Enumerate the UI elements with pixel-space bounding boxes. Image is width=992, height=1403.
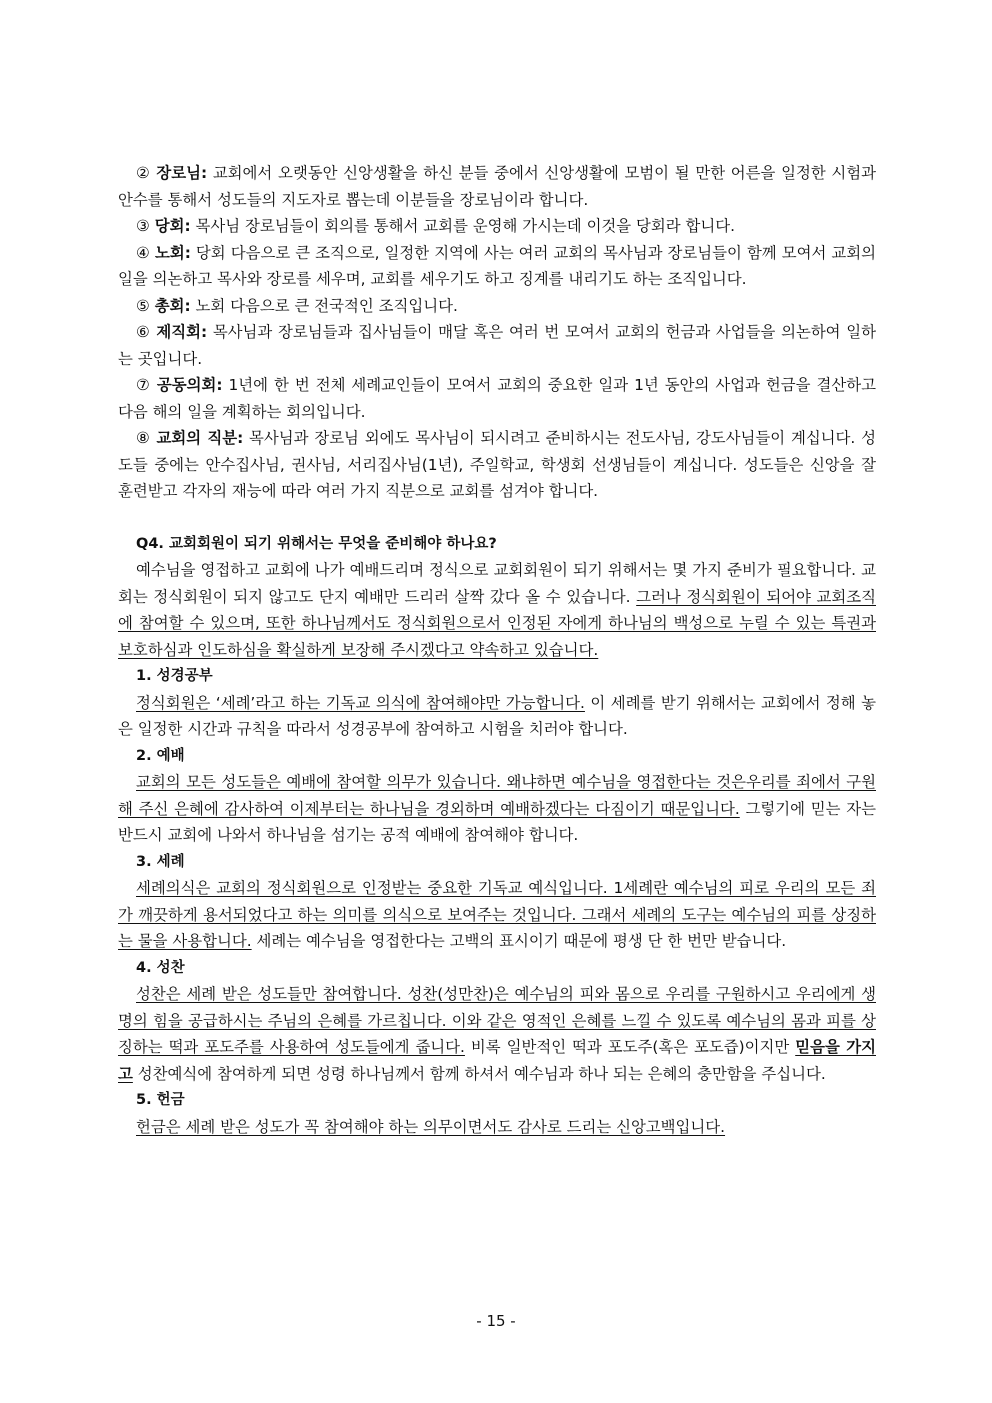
subheading-baptism: 3. 세례	[136, 853, 185, 870]
section-spacer	[118, 505, 876, 531]
question-intro	[118, 557, 876, 663]
item-number: ②	[136, 164, 151, 182]
page-number: - 15 -	[476, 1312, 516, 1330]
paragraph-general-assembly	[118, 293, 876, 320]
paragraph-church-offices	[118, 425, 876, 505]
plain-text: 이 세례를 받기 위해서는 교회에서 정해 놓은 일정한 시간과 규칙을 따라서 성경공부에 참여하고 시험을 치러야 합니다.	[118, 693, 876, 738]
term-body: 교회에서 오랫동안 신앙생활을 하신 분들 중에서 신앙생활에 모범이 될 만한 어른을 일정한 시험과 안수를 통해서 성도들의 지도자로 뽑는데 이분들을 장로님이라 합니다.	[118, 164, 876, 209]
paragraph-session	[118, 213, 876, 240]
term-body: 목사님과 장로님들과 집사님들이 매달 혹은 여러 번 모여서 교회의 헌금과 사업들을 의논하여 일하는 곳입니다.	[118, 323, 876, 368]
underlined-text: 성찬은 세례 받은 성도들만 참여합니다. 성찬(성만찬)은 예수님의 피와 몸으로 우리를 구원하시고 우리에게 생명의 힘을 공급하시는 주님의 은혜를 가르칩니다. 이와 같은 영적인 은혜를 느낄 수 있도록 예수님의 몸과 피를 상징하는 떡과 포도주를 사용하여 성도들에게 줍니다.	[118, 985, 876, 1056]
paragraph-worship	[118, 769, 876, 849]
paragraph-communion	[118, 981, 876, 1087]
paragraph-officers-meeting	[118, 319, 876, 372]
term-label: 당회:	[154, 217, 191, 235]
subheading-bible-study: 1. 성경공부	[136, 668, 213, 684]
plain-text: 세례는 예수님을 영접한다는 고백의 표시이기 때문에 평생 단 한 번만 받습니다.	[251, 932, 787, 950]
plain-text: 그렇기에 믿는 자는 반드시 교회에 나와서 하나님을 섬기는 공적 예배에 참여해야 합니다.	[118, 799, 876, 844]
paragraph-presbytery	[118, 240, 876, 293]
item-number: ③	[136, 217, 150, 235]
item-number: ④	[136, 243, 150, 262]
question-heading: Q4. 교회회원이 되기 위해서는 무엇을 준비해야 하나요?	[136, 535, 497, 552]
paragraph-offering	[118, 1114, 876, 1141]
paragraph-baptism	[118, 875, 876, 955]
term-label: 공동의회:	[156, 376, 223, 394]
term-label: 총회:	[154, 296, 191, 315]
item-number: ⑦	[136, 376, 151, 394]
subheading-worship: 2. 예배	[136, 747, 185, 764]
subheading-offering: 5. 헌금	[136, 1092, 185, 1108]
term-label: 노회:	[155, 243, 191, 262]
bold-underlined-text: 믿음을 가지고	[118, 1038, 876, 1083]
term-label: 교회의 직분:	[156, 429, 244, 447]
term-body: 목사님과 장로님 외에도 목사님이 되시려고 준비하시는 전도사님, 강도사님들이 계십니다. 성도들 중에는 안수집사님, 권사님, 서리집사님(1년), 주일학교, 학생회 선생님들이 계십니다. 성도들은 신앙을 잘 훈련받고 각자의 재능에 따라 여러 가지 직분으로 교회를 섬겨야 합니다.	[118, 429, 876, 500]
item-number: ⑥	[136, 323, 151, 341]
item-number: ⑤	[136, 296, 150, 315]
underlined-text: 세례의식은 교회의 정식회원으로 인정받는 중요한 기독교 예식입니다. 1세례란 예수님의 피로 우리의 모든 죄가 깨끗하게 용서되었다고 하는 의미를 의식으로 보여주는 것입니다. 그래서 세례의 도구는 예수님의 피를 상징하는 물을 사용합니다.	[118, 879, 876, 950]
underlined-text: 헌금은 세례 받은 성도가 꼭 참여해야 하는 의무이면서도 감사로 드리는 신앙고백입니다.	[136, 1117, 726, 1136]
term-body: 1년에 한 번 전체 세례교인들이 모여서 교회의 중요한 일과 1년 동안의 사업과 헌금을 결산하고 다음 해의 일을 계획하는 회의입니다.	[118, 376, 876, 421]
underlined-text: 교회의 모든 성도들은 예배에 참여할 의무가 있습니다. 왜냐하면 예수님을 영접한다는 것은우리를 죄에서 구원해 주신 은혜에 감사하여 이제부터는 하나님을 경외하며 예배하겠다는 다짐이기 때문입니다.	[118, 773, 876, 818]
item-number: ⑧	[136, 429, 151, 447]
term-body: 당회 다음으로 큰 조직으로, 일정한 지역에 사는 여러 교회의 목사님과 장로님들이 함께 모여서 교회의 일을 의논하고 목사와 장로를 세우며, 교회를 세우기도 하고 징계를 내리기도 하는 조직입니다.	[118, 243, 876, 288]
underlined-text: 정식회원은 ‘세례’라고 하는 기독교 의식에 참여해야만 가능합니다.	[136, 693, 585, 712]
term-label: 장로님:	[156, 164, 208, 182]
paragraph-congregational-meeting	[118, 372, 876, 425]
intro-underlined-text: 그러나 정식회원이 되어야 교회조직에 참여할 수 있으며, 또한 하나님께서도 정식회원으로서 인정된 자에게 하나님의 백성으로 누릴 수 있는 특권과 보호하심과 인도하심을 확실하게 보장해 주시겠다고 약속하고 있습니다.	[118, 587, 876, 659]
term-body: 노회 다음으로 큰 전국적인 조직입니다.	[190, 296, 458, 315]
document-body	[118, 160, 876, 1140]
plain-text: 성찬예식에 참여하게 되면 성령 하나님께서 함께 하셔서 예수님과 하나 되는 은혜의 충만함을 주십니다.	[132, 1064, 826, 1083]
term-body: 목사님 장로님들이 회의를 통해서 교회를 운영해 가시는데 이것을 당회라 합니다.	[190, 217, 736, 235]
intro-text: 예수님을 영접하고 교회에 나가 예배드리며 정식으로 교회회원이 되기 위해서는 몇 가지 준비가 필요합니다. 교회는 정식회원이 되지 않고도 단지 예배만 드리러 살짝 갔다 올 수 있습니다.	[118, 561, 876, 606]
paragraph-bible-study	[118, 690, 876, 743]
paragraph-elders	[118, 160, 876, 213]
term-label: 제직회:	[156, 323, 208, 341]
subheading-communion: 4. 성찬	[136, 959, 185, 976]
plain-text: 비록 일반적인 떡과 포도주(혹은 포도즙)이지만	[464, 1038, 796, 1056]
